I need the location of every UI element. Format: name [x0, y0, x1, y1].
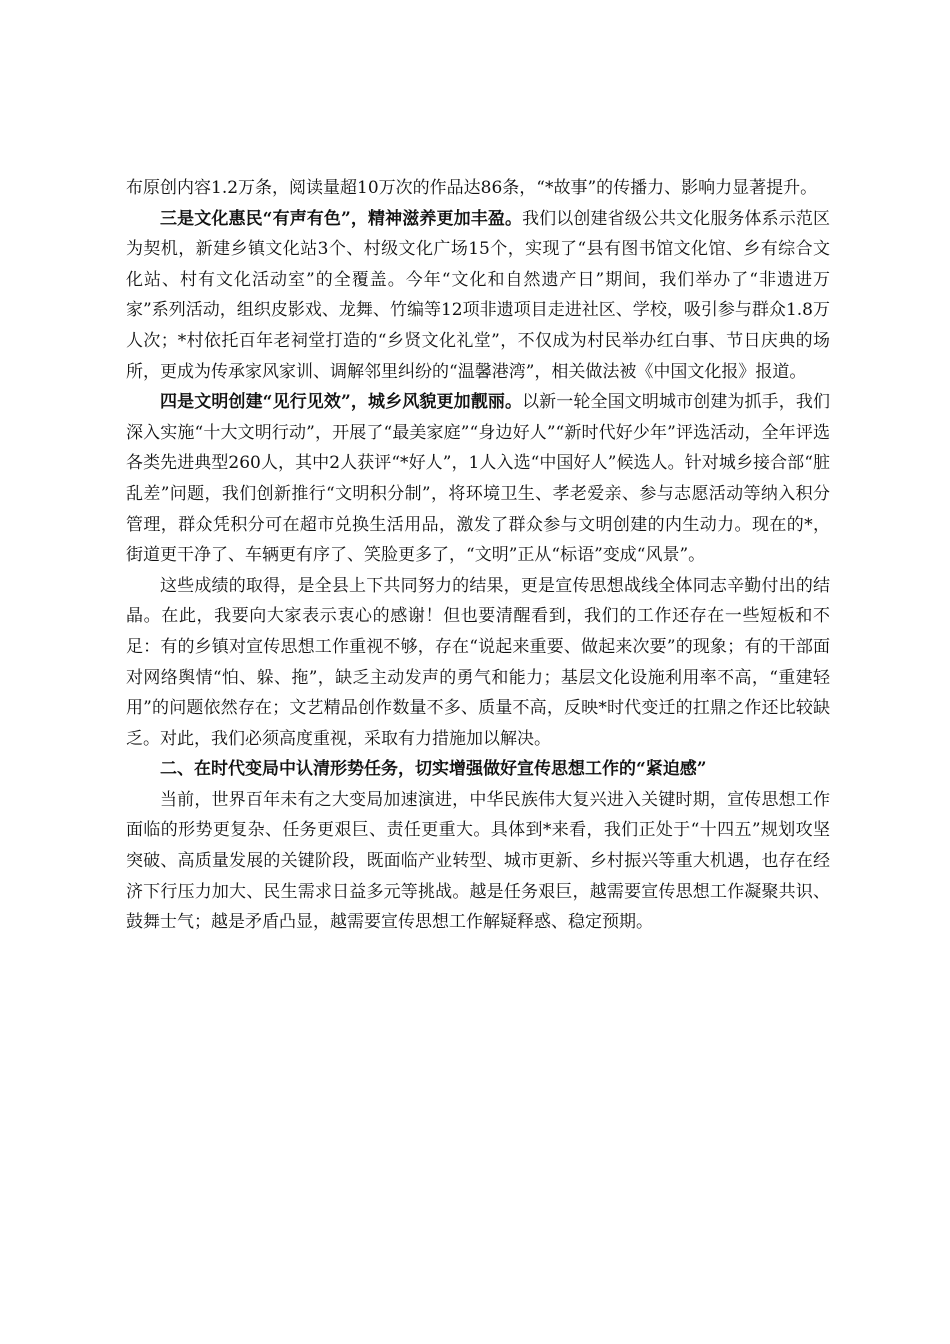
paragraph-text: 我们以创建省级公共文化服务体系示范区为契机，新建乡镇文化站3个、村级文化广场15个，实现了“县有图书馆文化馆、乡有综合文化站、村有文化活动室”的全覆盖。今年“文化和自然遗产日”期间，我们举办了“非遗进万家”系列活动，组织皮影戏、龙舞、竹编等12项非遗项目走进社区、学校，吸引参与群众1.8万人次；*村依托百年老祠堂打造的“乡贤文化礼堂”，不仅成为村民举办红白事、节日庆典的场所，更成为传承家风家训、调解邻里纠纷的“温馨港湾”，相关做法被《中国文化报》报道。	[126, 208, 830, 382]
section-heading: 二、在时代变局中认清形势任务，切实增强做好宣传思想工作的“紧迫感”	[160, 759, 707, 780]
document-body	[126, 173, 830, 938]
paragraph-text: 当前，世界百年未有之大变局加速演进，中华民族伟大复兴进入关键时期，宣传思想工作面临的形势更复杂、任务更艰巨、责任更重大。具体到*来看，我们正处于“十四五”规划攻坚突破、高质量发展的关键阶段，既面临产业转型、城市更新、乡村振兴等重大机遇，也存在经济下行压力加大、民生需求日益多元等挑战。越是任务艰巨，越需要宣传思想工作凝聚共识、鼓舞士气；越是矛盾凸显，越需要宣传思想工作解疑释惑、稳定预期。	[126, 789, 830, 933]
paragraph-achievements-and-shortcomings	[126, 571, 830, 755]
paragraph-cultural-benefit	[126, 204, 830, 388]
paragraph-civilization-building	[126, 387, 830, 571]
paragraph-lead-heading: 四是文明创建“见行见效”，城乡风貌更加靓丽。	[160, 392, 523, 413]
paragraph-text: 布原创内容1.2万条，阅读量超10万次的作品达86条，“*故事”的传播力、影响力显著提升。	[126, 178, 818, 198]
paragraph-continuation	[126, 173, 830, 204]
paragraph-lead-heading: 三是文化惠民“有声有色”，精神滋养更加丰盈。	[160, 208, 523, 229]
paragraph-text: 以新一轮全国文明城市创建为抓手，我们深入实施“十大文明行动”，开展了“最美家庭”“身边好人”“新时代好少年”评选活动，全年评选各类先进典型260人，其中2人获评“*好人”，1人入选“中国好人”候选人。针对城乡接合部“脏乱差”问题，我们创新推行“文明积分制”，将环境卫生、孝老爱亲、参与志愿活动等纳入积分管理，群众凭积分可在超市兑换生活用品，激发了群众参与文明创建的内生动力。现在的*，街道更干净了、车辆更有序了、笑脸更多了，“文明”正从“标语”变成“风景”。	[126, 392, 830, 566]
paragraph-situation-analysis	[126, 785, 830, 938]
paragraph-text: 这些成绩的取得，是全县上下共同努力的结果，更是宣传思想战线全体同志辛勤付出的结晶。在此，我要向大家表示衷心的感谢！但也要清醒看到，我们的工作还存在一些短板和不足：有的乡镇对宣传思想工作重视不够，存在“说起来重要、做起来次要”的现象；有的干部面对网络舆情“怕、躲、拖”，缺乏主动发声的勇气和能力；基层文化设施利用率不高，“重建轻用”的问题依然存在；文艺精品创作数量不多、质量不高，反映*时代变迁的扛鼎之作还比较缺乏。对此，我们必须高度重视，采取有力措施加以解决。	[126, 575, 830, 749]
